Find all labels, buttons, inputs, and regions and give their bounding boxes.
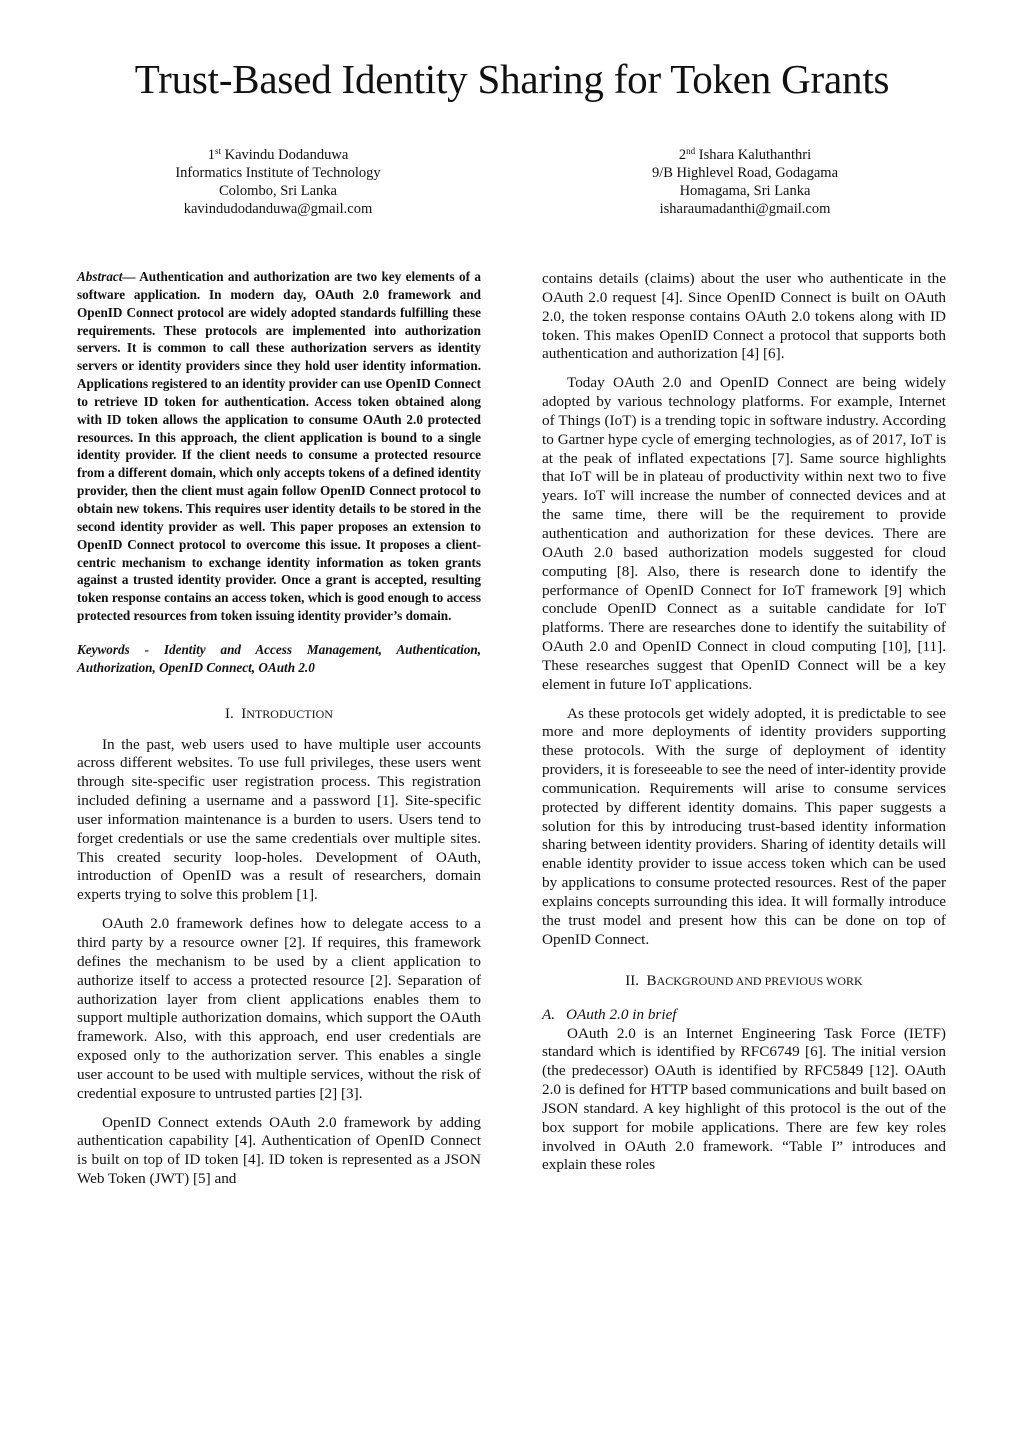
abstract: [77, 268, 481, 625]
abstract-label: Abstract—: [77, 269, 136, 284]
section-heading-background: II. BACKGROUND AND PREVIOUS WORK: [625, 972, 863, 989]
paragraph: In the past, web users used to have multiple user accounts across different websites. To use full privileges, these users went through site-specific user registration process. This registration included defining a username and a password [1]. Site-specific user information maintenance is a burden to users. Users tend to forget credentials or use the same credentials over multiple sites. This created security loop-holes. Development of OAuth, introduction of OpenID was a result of researchers, domain experts trying to solve this problem [1].: [77, 735, 481, 904]
author-name: 1st Kavindu Dodanduwa: [207, 146, 349, 163]
author-affiliation: 9/B Highlevel Road, Godagama: [651, 165, 839, 181]
author-block-2: [580, 146, 910, 218]
author-block-1: [113, 146, 443, 218]
author-affiliation: Informatics Institute of Technology: [175, 165, 381, 181]
paragraph: Today OAuth 2.0 and OpenID Connect are being widely adopted by various technology platforms. For example, Internet of Things (IoT) is a trending topic in software industry. According to Gartner hype cycle of emerging technologies, as of 2017, IoT is at the peak of inflated expectations [7]. Same source highlights that IoT will be in plateau of productivity within next two to five years. IoT will increase the number of connected devices and at the same time, there will be the requirement to provide authentication and authorization for these devices. There are OAuth 2.0 based authorization models suggested for cloud computing [8]. Also, there is research done to identify the performance of OpenID Connect for IoT framework [9] which conclude OpenID Connect as a suitable candidate for IoT platforms. There are researches done to identify the suitability of OAuth 2.0 and OpenID Connect in cloud computing [10], [11]. These researches suggest that OpenID Connect will be a key element in future IoT applications.: [542, 374, 946, 693]
section-heading-introduction: I. INTRODUCTION: [225, 705, 333, 722]
author-email: isharaumadanthi@gmail.com: [659, 201, 831, 217]
keywords: Keywords - Identity and Access Management, Authentication, Authorization, OpenID Connect, OAuth 2.0: [77, 641, 481, 675]
paper-title: Trust-Based Identity Sharing for Token Grants: [134, 56, 890, 102]
author-email: kavindudodanduwa@gmail.com: [183, 201, 373, 217]
paragraph: OAuth 2.0 framework defines how to delegate access to a third party by a resource owner [2]. If requires, this framework defines the mechanism to be used by a client application to authorize itself to access a protected resource [2]. Separation of authorization layer from client applications enables them to support multiple authorization domains, which support the OAuth framework. Also, with this approach, end user credentials are exposed only to the authorization server. This enables a single user account to be used with multiple services, without the risk of credential exposure to untrusted parties [2] [3].: [77, 915, 481, 1102]
abstract-text: Authentication and authorization are two key elements of a software application. In modern day, OAuth 2.0 framework and OpenID Connect protocol are widely adopted standards fulfilling these requirements. These protocols are implemented into authorization servers. It is common to call these authorization servers as identity servers or identity providers since they hold user identity information. Applications registered to an identity provider can use OpenID Connect to retrieve ID token for authentication. Access token obtained along with ID token allows the application to consume OAuth 2.0 protected resources. In this approach, the client application is bound to a single identity provider. If the client needs to consume a protected resource from a different domain, which only accepts tokens of a defined identity provider, then the client must again follow OpenID Connect protocol to obtain new tokens. This requires user identity details to be stored in the second identity provider as well. This paper proposes an extension to OpenID Connect protocol to overcome this issue. It proposes a client-centric mechanism to exchange identity information as token grants against a trusted identity provider. Once a grant is accepted, resulting token response contains an access token, which is good enough to access protected resources from token issuing identity provider’s domain.: [77, 269, 481, 624]
paragraph: OAuth 2.0 is an Internet Engineering Task Force (IETF) standard which is identified by RFC6749 [6]. The initial version (the predecessor) OAuth is identified by RFC5849 [12]. OAuth 2.0 is defined for HTTP based communications and built based on JSON standard. A key highlight of this protocol is the out of the box support for mobile applications. There are few key roles involved in OAuth 2.0 framework. “Table I” introduces and explain these roles: [542, 1024, 946, 1174]
subsection-heading-oauth: A. OAuth 2.0 in brief: [542, 1005, 677, 1023]
author-location: Homagama, Sri Lanka: [679, 183, 811, 199]
author-location: Colombo, Sri Lanka: [218, 183, 337, 199]
paragraph: As these protocols get widely adopted, it is predictable to see more and more deployments of identity providers supporting these protocols. With the surge of deployment of identity providers, it is foreseeable to see the need of inter-identity provide communication. Requirements will arise to consume services protected by different identity domains. This paper suggests a solution for this by introducing trust-based identity information sharing between identity providers. Sharing of identity details will enable identity provider to issue access token which can be used by applications to consume protected resources. Rest of the paper explains concepts surrounding this idea. It will formally introduce the trust model and present how this can be done on top of OpenID Connect.: [542, 704, 946, 948]
left-column: [77, 268, 481, 1199]
right-column: [542, 270, 946, 1185]
paragraph: OpenID Connect extends OAuth 2.0 framework by adding authentication capability [4]. Authentication of OpenID Connect is built on top of ID token [4]. ID token is represented as a JSON Web Token (JWT) [5] and: [77, 1113, 481, 1188]
author-name: 2nd Ishara Kaluthanthri: [678, 146, 812, 163]
paragraph: contains details (claims) about the user who authenticate in the OAuth 2.0 request [4]. Since OpenID Connect is built on OAuth 2.0, the token response contains OAuth 2.0 tokens along with ID token. This makes OpenID Connect a protocol that supports both authentication and authorization [4] [6].: [542, 270, 946, 363]
